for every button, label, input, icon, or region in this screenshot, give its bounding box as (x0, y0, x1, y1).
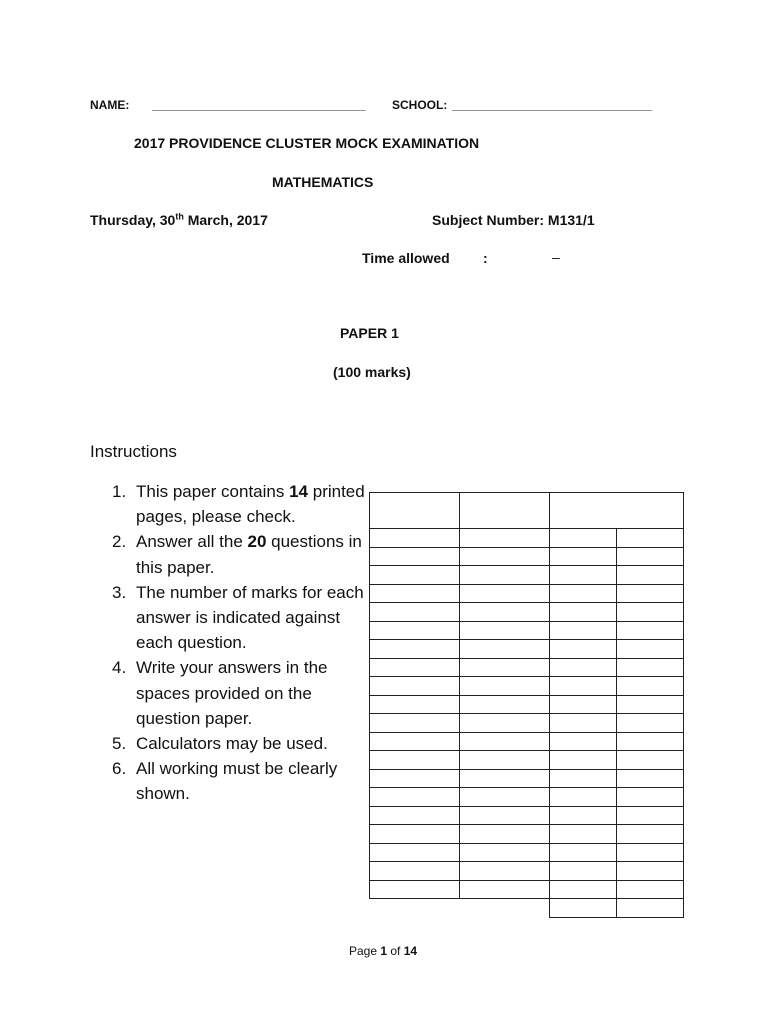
page-label: Page (349, 944, 381, 958)
empty-cell (460, 899, 550, 918)
page-number: 1 (380, 944, 388, 958)
instruction-text: Calculators may be used. (136, 734, 328, 754)
marks-cell[interactable] (550, 732, 617, 751)
page-total: 14 (403, 944, 418, 958)
marks-cell[interactable] (550, 788, 617, 807)
instruction-number: 2. (112, 532, 127, 552)
question-cell (370, 714, 460, 733)
marks-cell[interactable] (550, 880, 617, 899)
instruction-text: All working must be clearly shown. (136, 759, 338, 804)
total-marks: (100 marks) (333, 364, 411, 380)
marks-table-row (370, 862, 684, 881)
question-cell (460, 862, 550, 881)
marks-cell[interactable] (550, 584, 617, 603)
instruction-number: 1. (112, 482, 127, 501)
marks-cell[interactable] (617, 621, 684, 640)
instruction-text: Write your answers in the spaces provided on the question paper. (136, 658, 328, 728)
marks-cell[interactable] (550, 603, 617, 622)
instruction-text: Answer all the (136, 532, 248, 552)
marks-cell[interactable] (550, 862, 617, 881)
question-cell (370, 677, 460, 696)
question-cell (460, 547, 550, 566)
instruction-emphasis: 20 (247, 532, 267, 552)
marks-cell[interactable] (617, 806, 684, 825)
paper-label: PAPER 1 (340, 325, 399, 341)
marks-table-row (370, 769, 684, 788)
marks-cell[interactable] (617, 677, 684, 696)
question-cell (460, 843, 550, 862)
question-cell (460, 695, 550, 714)
instructions-list (100, 479, 365, 807)
marks-cell[interactable] (617, 695, 684, 714)
marks-table-header-row (370, 493, 684, 529)
instruction-text: This paper contains (136, 482, 290, 501)
marks-table-row (370, 788, 684, 807)
exam-subject: MATHEMATICS (272, 174, 374, 190)
marks-table-row (370, 714, 684, 733)
marks-cell[interactable] (617, 788, 684, 807)
date-superscript: th (175, 211, 184, 222)
date-prefix: Thursday, 30 (90, 212, 176, 228)
question-cell (460, 529, 550, 548)
question-cell (370, 695, 460, 714)
instruction-emphasis: 14 (289, 482, 309, 501)
exam-date (90, 212, 268, 228)
question-cell (370, 843, 460, 862)
marks-table-row (370, 547, 684, 566)
question-cell (370, 732, 460, 751)
header-cell-question (460, 493, 550, 529)
marks-table-row (370, 880, 684, 899)
marks-cell[interactable] (550, 825, 617, 844)
exam-title: 2017 PROVIDENCE CLUSTER MOCK EXAMINATION (134, 135, 480, 151)
marks-cell[interactable] (617, 825, 684, 844)
marks-table-row (370, 806, 684, 825)
question-cell (460, 732, 550, 751)
question-cell (460, 603, 550, 622)
marks-table-row (370, 732, 684, 751)
header-cell-marks (550, 493, 684, 529)
question-cell (460, 677, 550, 696)
school-label: SCHOOL: (392, 98, 448, 112)
empty-cell (370, 899, 460, 918)
name-blank-line[interactable]: ________________________________ (152, 98, 366, 112)
school-blank-line[interactable]: ______________________________ (452, 98, 653, 112)
date-suffix: March, 2017 (183, 212, 268, 228)
instruction-item (100, 479, 365, 529)
marks-cell[interactable] (617, 603, 684, 622)
question-cell (460, 621, 550, 640)
marks-cell[interactable] (550, 695, 617, 714)
marks-cell[interactable] (617, 769, 684, 788)
marks-cell[interactable] (617, 658, 684, 677)
marks-cell[interactable] (550, 547, 617, 566)
question-cell (460, 769, 550, 788)
question-cell (370, 640, 460, 659)
question-cell (370, 862, 460, 881)
marks-table-row (370, 825, 684, 844)
instruction-number: 6. (112, 759, 127, 779)
instruction-number: 3. (112, 582, 127, 602)
marks-cell[interactable] (550, 714, 617, 733)
marks-table-body (370, 493, 684, 918)
marks-cell[interactable] (550, 529, 617, 548)
total-marks-cell[interactable] (550, 899, 617, 918)
marks-cell[interactable] (550, 751, 617, 770)
question-cell (370, 788, 460, 807)
page-footer (349, 944, 417, 958)
question-cell (460, 658, 550, 677)
marks-cell[interactable] (617, 640, 684, 659)
question-cell (370, 547, 460, 566)
instruction-text-tail: printed pages, please check. (136, 482, 365, 527)
question-cell (370, 621, 460, 640)
instruction-item (100, 580, 365, 656)
question-cell (370, 751, 460, 770)
question-cell (460, 751, 550, 770)
name-label: NAME: (90, 98, 130, 112)
question-cell (370, 806, 460, 825)
instruction-item (100, 529, 365, 579)
question-cell (370, 825, 460, 844)
question-cell (370, 529, 460, 548)
question-cell (370, 880, 460, 899)
instruction-text: The number of marks for each answer is indicated against each question. (136, 582, 364, 653)
time-allowed-label: Time allowed (362, 250, 450, 266)
marks-table-row (370, 843, 684, 862)
instruction-item (100, 731, 365, 756)
marks-table-row (370, 751, 684, 770)
question-cell (460, 880, 550, 899)
question-cell (460, 640, 550, 659)
marks-table-row (370, 640, 684, 659)
question-cell (460, 566, 550, 585)
subject-number: Subject Number: M131/1 (432, 212, 595, 228)
instructions-heading: Instructions (90, 442, 177, 461)
marks-cell[interactable] (550, 621, 617, 640)
marks-total-row (370, 899, 684, 918)
question-cell (460, 788, 550, 807)
marks-table-row (370, 658, 684, 677)
question-cell (460, 806, 550, 825)
question-cell (370, 769, 460, 788)
instruction-item (100, 756, 365, 806)
question-cell (460, 714, 550, 733)
marks-table-row (370, 529, 684, 548)
marks-table-row (370, 603, 684, 622)
marks-cell[interactable] (617, 714, 684, 733)
marks-cell[interactable] (550, 640, 617, 659)
question-cell (460, 584, 550, 603)
marks-table-row (370, 677, 684, 696)
marks-cell[interactable] (617, 751, 684, 770)
header-cell-question (370, 493, 460, 529)
question-cell (370, 566, 460, 585)
marks-table-row (370, 621, 684, 640)
marks-cell[interactable] (550, 566, 617, 585)
instruction-number: 5. (112, 734, 127, 754)
question-cell (460, 825, 550, 844)
instruction-item (100, 655, 365, 731)
total-marks-cell[interactable] (617, 899, 684, 918)
question-cell (370, 603, 460, 622)
marks-cell[interactable] (550, 806, 617, 825)
marks-table-row (370, 584, 684, 603)
marks-cell[interactable] (617, 862, 684, 881)
marks-table-row (370, 695, 684, 714)
question-cell (370, 584, 460, 603)
marks-cell[interactable] (617, 584, 684, 603)
marks-table-row (370, 566, 684, 585)
marks-cell[interactable] (617, 529, 684, 548)
marks-cell[interactable] (550, 658, 617, 677)
marks-cell[interactable] (617, 880, 684, 899)
instruction-number: 4. (112, 658, 127, 678)
marks-table (369, 492, 684, 918)
time-allowed-colon: : (483, 250, 488, 266)
question-cell (370, 658, 460, 677)
marks-cell[interactable] (617, 547, 684, 566)
instruction-text-tail: questions in this paper. (136, 532, 362, 577)
of-label: of (387, 944, 404, 958)
time-allowed-value: – (552, 249, 560, 265)
marks-cell[interactable] (617, 732, 684, 751)
marks-cell[interactable] (550, 843, 617, 862)
marks-cell[interactable] (617, 566, 684, 585)
marks-cell[interactable] (550, 769, 617, 788)
marks-cell[interactable] (617, 843, 684, 862)
marks-cell[interactable] (550, 677, 617, 696)
